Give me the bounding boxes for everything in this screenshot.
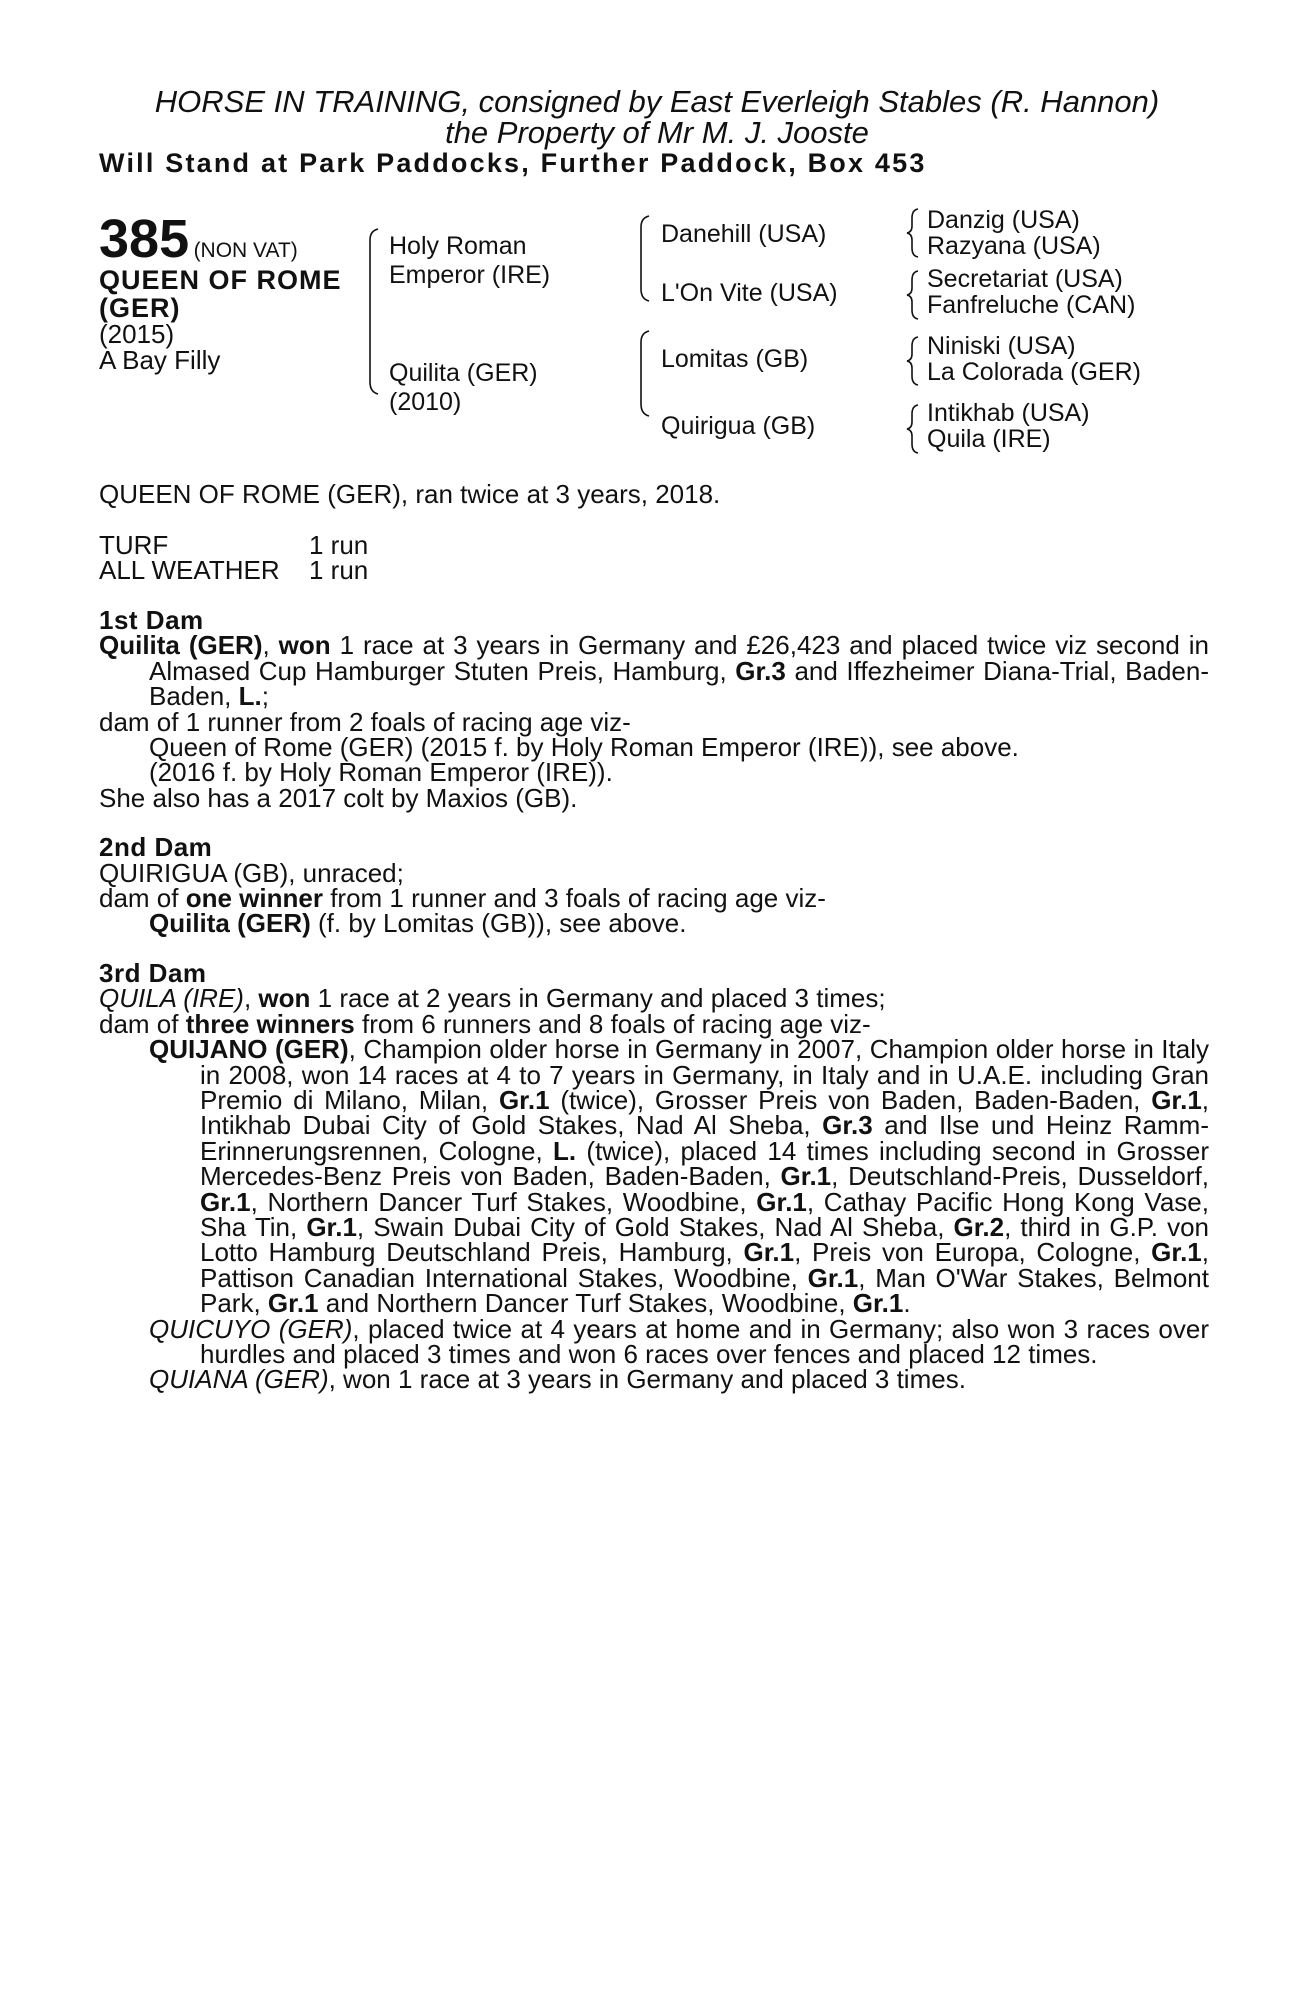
produce-quijano-text <box>200 1034 1209 1318</box>
first-dam-text: and Iffezheimer Diana-Trial, Baden-Baden, <box>149 655 1209 712</box>
grade-label: Gr.1 <box>756 1186 807 1217</box>
horse-description: A Bay Filly <box>99 345 221 375</box>
grade-label: L. <box>553 1135 577 1166</box>
second-dam-produce <box>99 908 1209 939</box>
record-surface-1: TURF <box>99 530 169 560</box>
produce-text: , Swain Dubai City of Gold Stakes, Nad Al Sheba, <box>356 1211 954 1242</box>
first-dam-note: She also has a 2017 colt by Maxios (GB). <box>99 782 578 813</box>
grade-label: Gr.1 <box>780 1161 832 1192</box>
gen3-4: Fanfreluche (CAN) <box>927 291 1136 319</box>
grade-label: Gr.1 <box>498 1084 550 1115</box>
sire-line1: Holy Roman <box>389 232 527 260</box>
record-surface-2: ALL WEATHER <box>99 555 280 585</box>
dam-line1: Quilita (GER) <box>389 359 538 387</box>
gen3-8: Quila (IRE) <box>927 425 1051 453</box>
produce-text: , Deutschland-Preis, Dusseldorf, <box>831 1161 1209 1192</box>
produce-text: , Northern Dancer Turf Stakes, Woodbine, <box>250 1186 757 1217</box>
pedigree-bracket-dam <box>635 330 655 420</box>
grade-label: Gr.1 <box>807 1262 859 1293</box>
produce-text: , Preis von Europa, Cologne, <box>794 1237 1152 1268</box>
grade-label: Gr.3 <box>822 1110 873 1141</box>
second-dam-winners: one winner <box>185 883 323 914</box>
produce-text: (twice), Grosser Preis von Baden, Baden-Baden, <box>549 1084 1152 1115</box>
produce-text: , Pattison Canadian International Stakes, Woodbine, <box>200 1237 1209 1293</box>
grade-label: Gr.1 <box>743 1237 795 1268</box>
third-dam-text: from 6 runners and 8 foals of racing age viz- <box>354 1008 871 1039</box>
sire-sire: Danehill (USA) <box>661 220 827 248</box>
gen3-5: Niniski (USA) <box>927 332 1076 360</box>
third-dam-text: , <box>243 983 259 1014</box>
produce-name: QUIANA (GER) <box>149 1364 329 1395</box>
second-dam-text: from 1 runner and 3 foals of racing age viz- <box>322 883 826 914</box>
produce-text: (twice), placed 14 times including second in Grosser Mercedes-Benz Preis von Baden, Baden-Baden, <box>200 1135 1210 1192</box>
produce-text: , third in G.P. von Lotto Hamburg Deutschland Preis, Hamburg, <box>200 1211 1210 1268</box>
produce-name: QUIJANO (GER) <box>149 1034 349 1065</box>
stabling-line: Will Stand at Park Paddocks, Further Paddock, Box 453 <box>99 148 927 178</box>
record-summary: QUEEN OF ROME (GER), ran twice at 3 years, 2018. <box>99 479 721 509</box>
produce-text: and Ilse und Heinz Ramm-Erinnerungsrennen, Cologne, <box>200 1110 1209 1166</box>
owner-line: the Property of Mr M. J. Jooste <box>445 115 869 150</box>
lot-number: 385 <box>99 209 190 269</box>
record-runs-1: 1 run <box>309 530 369 560</box>
horse-year: (2015) <box>99 319 175 349</box>
lot-number-block <box>99 209 298 269</box>
grade-label: Gr.1 <box>200 1186 251 1217</box>
first-dam-produce-1: Queen of Rome (GER) (2015 f. by Holy Roman Emperor (IRE)), see above. <box>149 732 1019 763</box>
produce-quijano <box>99 1034 1210 1319</box>
pedigree-bracket-g3-1 <box>906 208 922 260</box>
produce-text: , placed twice at 4 years at home and in Germany; also won 3 races over hurdles and placed 3 times and won 6 races over fences and placed 12 times. <box>200 1313 1209 1369</box>
third-dam-won: won <box>258 983 311 1014</box>
first-dam-produce-intro: dam of 1 runner from 2 foals of racing age viz- <box>99 706 631 737</box>
produce-name: Quilita (GER) <box>149 908 311 939</box>
third-dam-name: QUILA (IRE) <box>99 983 244 1014</box>
grade-label: Gr.1 <box>1151 1084 1202 1115</box>
grade-label: Gr.1 <box>267 1288 319 1319</box>
produce-text: , Intikhab Dubai City of Gold Stakes, Nad Al Sheba, <box>200 1084 1210 1141</box>
first-dam-text: ; <box>261 681 269 712</box>
horse-country: (GER) <box>99 293 181 323</box>
vat-status: (NON VAT) <box>193 239 298 262</box>
produce-text: , Champion older horse in Germany in 2007, Champion older horse in Italy in 2008, won 14 races at 4 to 7 years in Germany, in Italy and in U.A.E. including Gran Premio di Milano, Milan, <box>200 1034 1209 1115</box>
grade-label: Gr.1 <box>852 1288 904 1319</box>
pedigree-bracket-g3-3 <box>906 336 922 388</box>
produce-name: QUICUYO (GER) <box>149 1313 353 1344</box>
first-dam-record: Quilita (GER), won 1 race at 3 years in Germany and £26,423 and placed twice viz second in Almased Cup Hamburger Stuten Preis, Hamburg, Gr.3 and Iffezheimer Diana-Trial, Baden-Baden, L.; <box>99 630 1210 712</box>
grade-label: Gr.1 <box>1151 1237 1202 1268</box>
sire-dam: L'On Vite (USA) <box>661 279 838 307</box>
first-dam-text: 1 race at 3 years in Germany and £26,423 and placed twice viz second in Almased Cup Hamburger Stuten Preis, Hamburg, <box>149 630 1210 686</box>
dam-sire: Lomitas (GB) <box>661 345 809 373</box>
third-dam-heading: 3rd Dam <box>99 957 207 988</box>
third-dam-winners: three winners <box>185 1008 355 1039</box>
record-runs-2: 1 run <box>309 555 369 585</box>
grade-label: Gr.2 <box>953 1211 1005 1242</box>
third-dam-text: 1 race at 2 years in Germany and placed 3 times; <box>310 983 886 1014</box>
grade-label: Gr.3 <box>735 655 786 686</box>
sire-line2: Emperor (IRE) <box>389 261 551 289</box>
grade-label: Gr.1 <box>306 1211 357 1242</box>
second-dam-heading: 2nd Dam <box>99 832 213 863</box>
produce-quicuyo <box>99 1313 1209 1369</box>
gen3-2: Razyana (USA) <box>927 232 1101 260</box>
pedigree-bracket-g3-2 <box>906 270 922 322</box>
produce-text: , Man O'War Stakes, Belmont Park, <box>200 1262 1209 1319</box>
pedigree-bracket-sire <box>635 215 655 305</box>
gen3-7: Intikhab (USA) <box>927 399 1090 427</box>
produce-text: , Cathay Pacific Hong Kong Vase, Sha Tin, <box>200 1186 1209 1242</box>
gen3-6: La Colorada (GER) <box>927 358 1141 386</box>
gen3-3: Secretariat (USA) <box>927 265 1123 293</box>
gen3-1: Danzig (USA) <box>927 206 1080 234</box>
horse-name: QUEEN OF ROME <box>99 265 342 295</box>
produce-quiana <box>99 1364 1209 1395</box>
produce-text: and Northern Dancer Turf Stakes, Woodbine, <box>318 1288 853 1319</box>
family-section <box>99 605 1210 1395</box>
dam-line2: (2010) <box>389 388 462 416</box>
first-dam-name: Quilita (GER) <box>99 630 263 661</box>
first-dam-won: won <box>278 630 331 661</box>
first-dam-produce-2: (2016 f. by Holy Roman Emperor (IRE)). <box>149 757 613 788</box>
pedigree-bracket-g3-4 <box>906 404 922 456</box>
dam-dam: Quirigua (GB) <box>661 412 816 440</box>
grade-label: L. <box>238 681 262 712</box>
pedigree-bracket-main <box>364 228 384 398</box>
consignor-line: HORSE IN TRAINING, consigned by East Everleigh Stables (R. Hannon) <box>154 84 1160 119</box>
produce-text: (f. by Lomitas (GB)), see above. <box>310 908 687 939</box>
first-dam-heading: 1st Dam <box>99 605 204 635</box>
second-dam-line: QUIRIGUA (GB), unraced; <box>99 857 404 888</box>
produce-text: . <box>903 1288 911 1319</box>
second-dam-text: dam of <box>99 883 186 914</box>
third-dam-text: dam of <box>99 1008 186 1039</box>
produce-text: , won 1 race at 3 years in Germany and placed 3 times. <box>328 1364 966 1395</box>
